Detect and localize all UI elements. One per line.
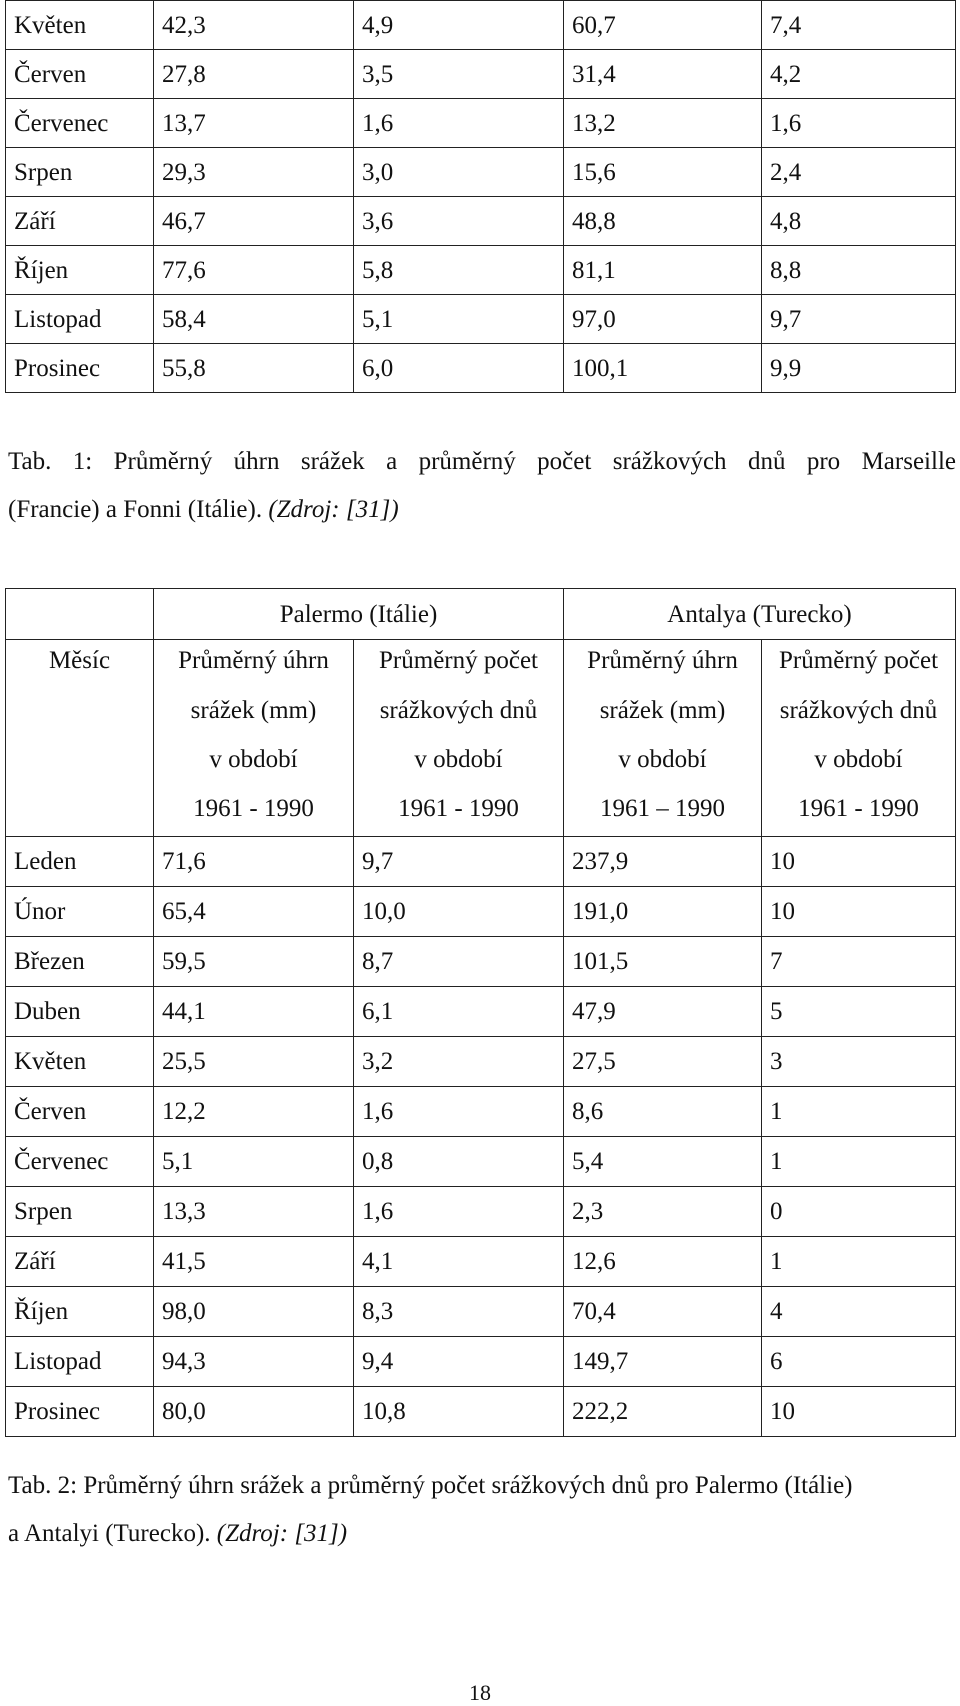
table-row — [6, 1087, 956, 1137]
header-line: 1961 - 1990 — [398, 795, 519, 822]
header-line: v období — [618, 746, 707, 773]
table-cell: 10,8 — [354, 1387, 564, 1437]
table-row — [6, 1387, 956, 1437]
caption-line — [8, 486, 958, 534]
table-cell: 80,0 — [154, 1387, 354, 1437]
table-cell: 7,4 — [762, 1, 956, 50]
table-cell: 10 — [762, 1387, 956, 1437]
table-2-caption — [8, 1462, 958, 1558]
table-cell: 44,1 — [154, 987, 354, 1037]
table-cell-month: Srpen — [6, 148, 154, 197]
table-row — [6, 50, 956, 99]
header-antalya: Antalya (Turecko) — [564, 589, 956, 640]
table-cell: 0,8 — [354, 1137, 564, 1187]
page-number: 18 — [469, 1680, 491, 1705]
table-cell: 77,6 — [154, 246, 354, 295]
table-row — [6, 295, 956, 344]
table-cell: 15,6 — [564, 148, 762, 197]
header-line: srážek (mm) — [599, 697, 726, 724]
table-cell: 101,5 — [564, 937, 762, 987]
table-cell-month: Únor — [6, 887, 154, 937]
table-cell: 222,2 — [564, 1387, 762, 1437]
caption-source: (Zdroj: [31]) — [268, 496, 399, 523]
precipitation-table-1 — [5, 0, 956, 393]
table-cell: 149,7 — [564, 1337, 762, 1387]
table-cell: 98,0 — [154, 1287, 354, 1337]
table-cell: 48,8 — [564, 197, 762, 246]
table-cell: 1 — [762, 1237, 956, 1287]
header-line: 1961 - 1990 — [193, 795, 314, 822]
table-cell: 10,0 — [354, 887, 564, 937]
table-cell: 47,9 — [564, 987, 762, 1037]
header-line: Průměrný počet — [779, 647, 939, 674]
header-line: Průměrný úhrn — [178, 647, 329, 674]
table-cell-month: Červen — [6, 50, 154, 99]
table-row — [6, 148, 956, 197]
table-cell: 3,6 — [354, 197, 564, 246]
table-cell: 94,3 — [154, 1337, 354, 1387]
table-cell: 1 — [762, 1137, 956, 1187]
table-cell: 10 — [762, 887, 956, 937]
table-cell-month: Říjen — [6, 246, 154, 295]
table-row — [6, 1287, 956, 1337]
caption-line — [8, 1510, 958, 1558]
table-row — [6, 887, 956, 937]
table-cell: 46,7 — [154, 197, 354, 246]
table-1-caption — [8, 438, 958, 534]
table-cell: 9,4 — [354, 1337, 564, 1387]
table-cell-month: Leden — [6, 837, 154, 887]
header-line: srážkových dnů — [379, 697, 538, 724]
table-cell: 41,5 — [154, 1237, 354, 1287]
table-cell: 10 — [762, 837, 956, 887]
table-cell: 4,1 — [354, 1237, 564, 1287]
header-line: 1961 - 1990 — [798, 795, 919, 822]
table-cell: 5,4 — [564, 1137, 762, 1187]
table-cell: 8,7 — [354, 937, 564, 987]
caption-source: (Zdroj: [31]) — [216, 1520, 348, 1547]
caption-text: (Francie) a Fonni (Itálie). — [8, 496, 263, 523]
table-cell: 237,9 — [564, 837, 762, 887]
header-line: 1961 – 1990 — [600, 795, 726, 822]
header-column — [354, 640, 564, 837]
table-row — [6, 1037, 956, 1087]
table-cell: 27,8 — [154, 50, 354, 99]
table-header-row — [6, 589, 956, 640]
table-cell-month: Září — [6, 197, 154, 246]
table-cell: 3 — [762, 1037, 956, 1087]
caption-text: a Antalyi (Turecko). — [8, 1520, 211, 1547]
table-cell: 191,0 — [564, 887, 762, 937]
header-column — [762, 640, 956, 837]
table-cell-month: Duben — [6, 987, 154, 1037]
table-cell: 58,4 — [154, 295, 354, 344]
header-column — [564, 640, 762, 837]
table-cell: 9,7 — [354, 837, 564, 887]
caption-line: Tab. 2: Průměrný úhrn srážek a průměrný počet srážkových dnů pro Palermo (Itálie) — [8, 1472, 853, 1499]
table-cell: 1,6 — [762, 99, 956, 148]
table-cell: 29,3 — [154, 148, 354, 197]
table-cell-month: Červenec — [6, 99, 154, 148]
table-cell: 2,3 — [564, 1187, 762, 1237]
header-line: Průměrný počet — [379, 647, 538, 674]
table-cell: 4 — [762, 1287, 956, 1337]
header-column — [154, 640, 354, 837]
table-cell: 59,5 — [154, 937, 354, 987]
table-row — [6, 197, 956, 246]
header-palermo: Palermo (Itálie) — [154, 589, 564, 640]
table-cell: 6 — [762, 1337, 956, 1387]
header-line: Průměrný úhrn — [587, 647, 738, 674]
table-row — [6, 1137, 956, 1187]
table-cell: 4,8 — [762, 197, 956, 246]
table-cell: 70,4 — [564, 1287, 762, 1337]
table-cell: 71,6 — [154, 837, 354, 887]
table-cell: 5,8 — [354, 246, 564, 295]
table-row — [6, 246, 956, 295]
table-cell: 1,6 — [354, 99, 564, 148]
table-cell-month: Říjen — [6, 1287, 154, 1337]
table-row — [6, 987, 956, 1037]
table-header-empty — [6, 589, 154, 640]
table-row — [6, 837, 956, 887]
table-cell: 27,5 — [564, 1037, 762, 1087]
table-cell-month: Srpen — [6, 1187, 154, 1237]
table-cell: 25,5 — [154, 1037, 354, 1087]
table-cell: 65,4 — [154, 887, 354, 937]
table-row — [6, 1237, 956, 1287]
table-row — [6, 1337, 956, 1387]
table-cell: 0 — [762, 1187, 956, 1237]
precipitation-table-2 — [5, 588, 956, 1437]
table-cell-month: Květen — [6, 1, 154, 50]
table-row — [6, 1, 956, 50]
table-cell: 9,7 — [762, 295, 956, 344]
table-cell: 3,2 — [354, 1037, 564, 1087]
header-line: srážkových dnů — [779, 697, 938, 724]
table-cell: 55,8 — [154, 344, 354, 393]
table-cell-month: Červenec — [6, 1137, 154, 1187]
table-cell: 1 — [762, 1087, 956, 1137]
header-month-label: Měsíc — [48, 647, 111, 674]
table-cell: 1,6 — [354, 1087, 564, 1137]
table-cell: 4,2 — [762, 50, 956, 99]
table-cell: 2,4 — [762, 148, 956, 197]
table-cell: 12,6 — [564, 1237, 762, 1287]
table-cell: 4,9 — [354, 1, 564, 50]
table-header-row — [6, 640, 956, 837]
table-cell: 81,1 — [564, 246, 762, 295]
header-line: srážek (mm) — [190, 697, 317, 724]
table-cell: 1,6 — [354, 1187, 564, 1237]
header-line: v období — [414, 746, 503, 773]
table-cell: 3,5 — [354, 50, 564, 99]
table-cell: 13,3 — [154, 1187, 354, 1237]
table-cell: 13,7 — [154, 99, 354, 148]
header-month — [6, 640, 154, 837]
table-cell-month: Listopad — [6, 1337, 154, 1387]
table-row — [6, 937, 956, 987]
header-line: v období — [814, 746, 903, 773]
table-cell-month: Březen — [6, 937, 154, 987]
table-cell: 12,2 — [154, 1087, 354, 1137]
table-cell: 13,2 — [564, 99, 762, 148]
table-cell-month: Červen — [6, 1087, 154, 1137]
table-cell-month: Listopad — [6, 295, 154, 344]
header-line: v období — [209, 746, 298, 773]
table-row — [6, 344, 956, 393]
table-cell: 7 — [762, 937, 956, 987]
table-cell: 6,1 — [354, 987, 564, 1037]
table-cell: 6,0 — [354, 344, 564, 393]
table-cell: 60,7 — [564, 1, 762, 50]
table-cell-month: Září — [6, 1237, 154, 1287]
table-cell: 3,0 — [354, 148, 564, 197]
table-cell: 42,3 — [154, 1, 354, 50]
table-row — [6, 1187, 956, 1237]
table-cell: 5,1 — [354, 295, 564, 344]
table-cell-month: Prosinec — [6, 1387, 154, 1437]
caption-line: Tab. 1: Průměrný úhrn srážek a průměrný počet srážkových dnů pro Marseille — [8, 448, 956, 475]
table-cell-month: Prosinec — [6, 344, 154, 393]
table-cell: 31,4 — [564, 50, 762, 99]
table-row — [6, 99, 956, 148]
table-cell: 8,3 — [354, 1287, 564, 1337]
table-cell: 100,1 — [564, 344, 762, 393]
table-cell: 5 — [762, 987, 956, 1037]
table-cell: 9,9 — [762, 344, 956, 393]
table-cell: 97,0 — [564, 295, 762, 344]
table-cell: 8,6 — [564, 1087, 762, 1137]
table-cell: 8,8 — [762, 246, 956, 295]
table-cell: 5,1 — [154, 1137, 354, 1187]
table-cell-month: Květen — [6, 1037, 154, 1087]
